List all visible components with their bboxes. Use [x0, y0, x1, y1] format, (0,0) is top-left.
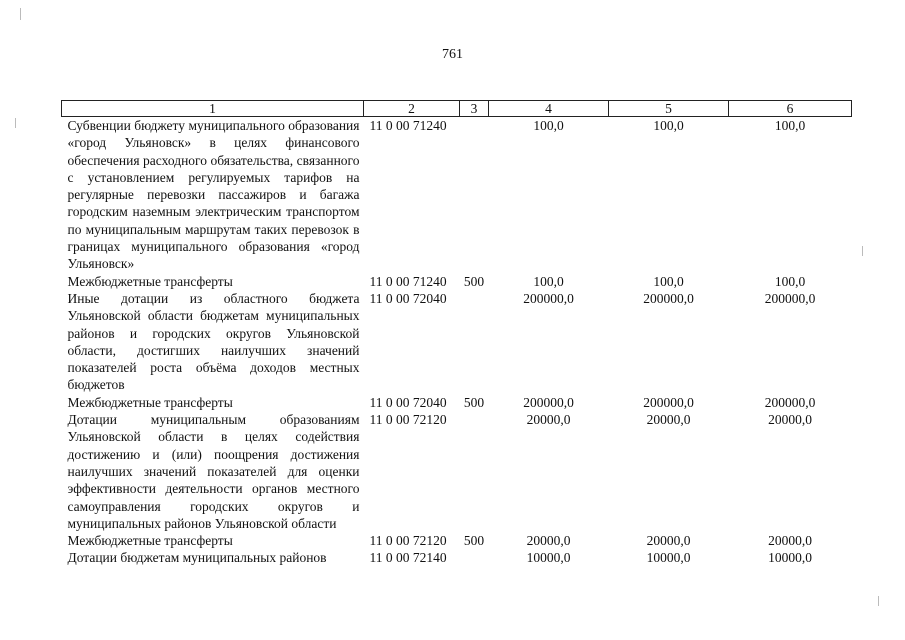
budget-table [61, 100, 852, 567]
row-expense-type [460, 290, 489, 394]
header-col-1: 1 [62, 101, 364, 117]
row-expense-type: 500 [463, 394, 485, 410]
row-target-code: 11 0 00 72040 [369, 290, 447, 306]
row-amount-year-3: 20000,0 [768, 412, 812, 428]
row-target-code: 11 0 00 71240 [369, 273, 447, 289]
header-col-2: 2 [364, 101, 460, 117]
row-amount-year-3: 100,0 [774, 273, 806, 289]
row-amount-year-2: 200000,0 [643, 394, 694, 410]
table-row [62, 532, 852, 549]
row-amount-year-3: 200000,0 [764, 290, 816, 306]
header-col-6: 6 [729, 101, 852, 117]
table-row [62, 411, 852, 532]
row-name: Межбюджетные трансферты [67, 533, 233, 549]
row-expense-type [460, 411, 489, 532]
row-amount-year-1: 200000,0 [523, 290, 574, 306]
row-amount-year-1: 20000,0 [526, 412, 571, 428]
row-name: Межбюджетные трансферты [67, 394, 233, 410]
row-amount-year-3: 200000,0 [764, 394, 816, 410]
header-col-3: 3 [460, 101, 489, 117]
header-row [62, 101, 852, 117]
row-amount-year-1: 200000,0 [523, 394, 574, 410]
row-amount-year-3: 10000,0 [768, 550, 812, 566]
scan-mark [20, 8, 21, 20]
row-target-code: 11 0 00 72120 [369, 533, 447, 549]
row-amount-year-2: 10000,0 [646, 550, 691, 566]
table-row [62, 117, 852, 273]
row-name: Межбюджетные трансферты [67, 273, 233, 289]
row-target-code: 11 0 00 71240 [369, 118, 447, 133]
row-name: Дотации бюджетам муниципальных районов [67, 550, 327, 566]
table-row [62, 394, 852, 411]
scan-mark [862, 246, 863, 256]
row-amount-year-3: 20000,0 [768, 533, 812, 549]
row-name: Дотации муниципальным образованиям Ульяновской области в целях содействия достижению и (или) поощрения достижения наилучших значений показателей для оценки эффективности деятельности органов местного самоуправления городских округов и муниципальных районов Ульяновской области [67, 412, 360, 531]
scan-mark [15, 118, 16, 128]
row-expense-type: 500 [463, 533, 485, 549]
row-amount-year-1: 100,0 [533, 273, 564, 289]
row-amount-year-2: 100,0 [653, 118, 684, 133]
row-amount-year-2: 20000,0 [646, 412, 691, 428]
row-target-code: 11 0 00 72120 [369, 412, 447, 428]
table-row [62, 549, 852, 566]
row-target-code: 11 0 00 72040 [369, 394, 447, 410]
scan-mark [878, 596, 879, 606]
row-amount-year-2: 100,0 [653, 273, 684, 289]
row-expense-type: 500 [463, 273, 485, 289]
header-col-5: 5 [609, 101, 729, 117]
row-amount-year-1: 100,0 [533, 118, 564, 133]
row-name: Иные дотации из областного бюджета Ульяновской области бюджетам муниципальных районов и городских округов Ульяновской области, достигших наилучших значений показателей роста объёма доходов местных бюджетов [67, 290, 360, 393]
row-target-code: 11 0 00 72140 [369, 550, 447, 566]
page-number: 761 [442, 47, 463, 62]
row-amount-year-1: 10000,0 [526, 550, 571, 566]
row-expense-type [460, 117, 489, 273]
row-amount-year-3: 100,0 [774, 118, 806, 133]
row-expense-type [460, 549, 489, 566]
table-row [62, 273, 852, 290]
header-col-4: 4 [489, 101, 609, 117]
table-row [62, 290, 852, 394]
row-amount-year-1: 20000,0 [526, 533, 571, 549]
row-amount-year-2: 20000,0 [646, 533, 691, 549]
row-amount-year-2: 200000,0 [643, 290, 694, 306]
row-name: Субвенции бюджету муниципального образования «город Ульяновск» в целях финансового обеспечения расходного обязательства, связанного с установлением регулируемых тарифов на регулярные перевозки пассажиров и багажа городским наземным электрическим транспортом по муниципальным маршрутам таких перевозок в границах муниципального образования «город Ульяновск» [67, 118, 360, 272]
